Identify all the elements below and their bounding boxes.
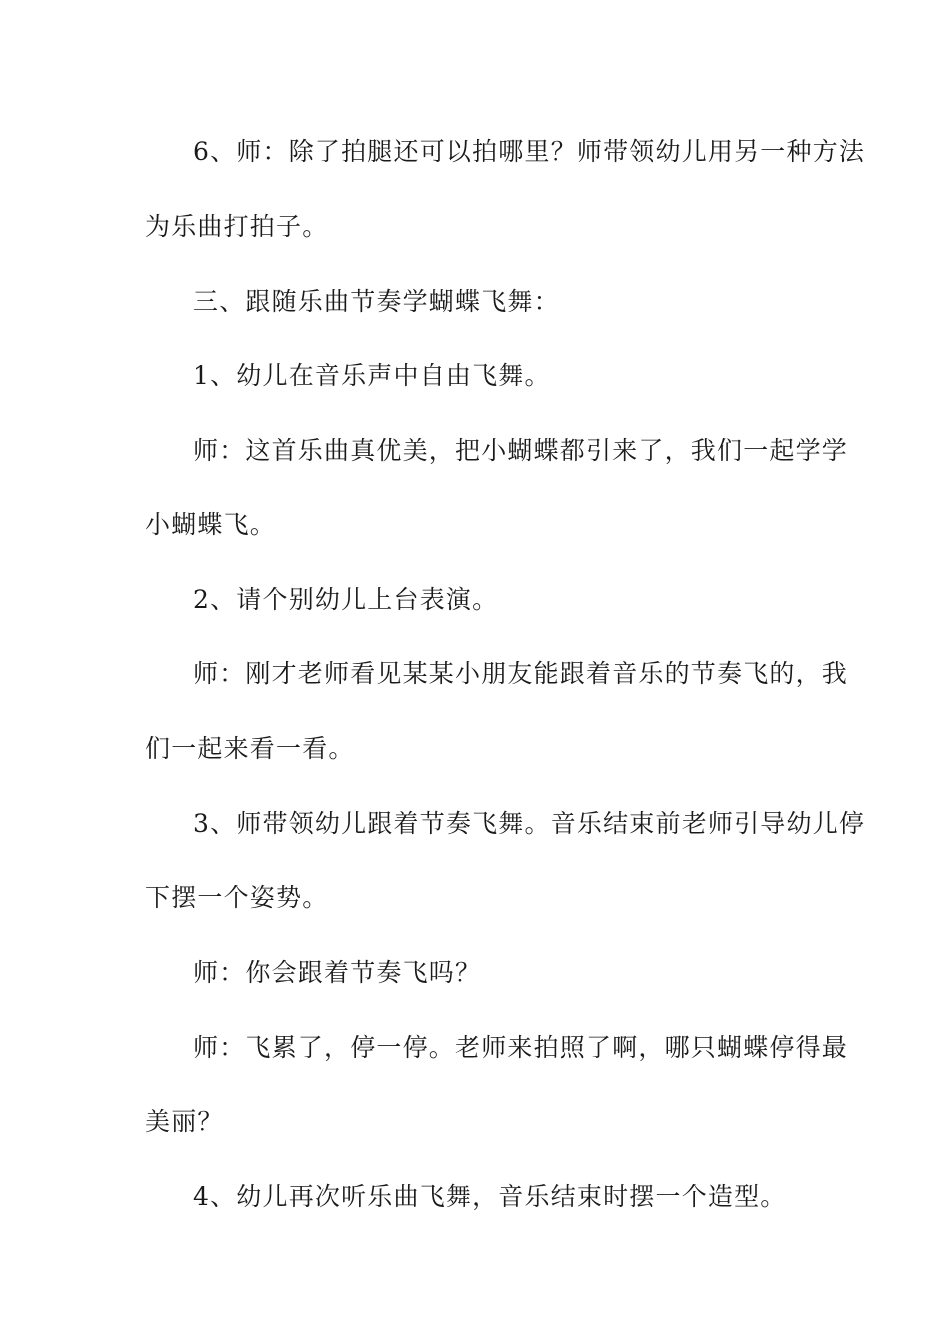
paragraph-line: 师：这首乐曲真优美，把小蝴蝶都引来了，我们一起学学 [193,436,849,465]
paragraph-line: 2、请个别幼儿上台表演。 [193,585,499,614]
paragraph-line: 为乐曲打拍子。 [145,212,329,241]
paragraph-line: 下摆一个姿势。 [145,883,329,912]
paragraph-line: 1、幼儿在音乐声中自由飞舞。 [193,361,551,390]
section-heading: 三、跟随乐曲节奏学蝴蝶飞舞： [193,287,560,316]
paragraph-line: 们一起来看一看。 [145,734,355,763]
paragraph-line: 3、师带领幼儿跟着节奏飞舞。音乐结束前老师引导幼儿停 [193,809,866,838]
paragraph-line: 4、幼儿再次听乐曲飞舞，音乐结束时摆一个造型。 [193,1182,787,1211]
paragraph-line: 师：你会跟着节奏飞吗？ [193,958,482,987]
paragraph-line: 师：飞累了，停一停。老师来拍照了啊，哪只蝴蝶停得最 [193,1033,849,1062]
paragraph-line: 小蝴蝶飞。 [145,510,277,539]
paragraph-line: 师：刚才老师看见某某小朋友能跟着音乐的节奏飞的，我 [193,659,849,688]
paragraph-line: 美丽？ [145,1107,224,1136]
paragraph-line: 6、师：除了拍腿还可以拍哪里？师带领幼儿用另一种方法 [193,137,866,166]
